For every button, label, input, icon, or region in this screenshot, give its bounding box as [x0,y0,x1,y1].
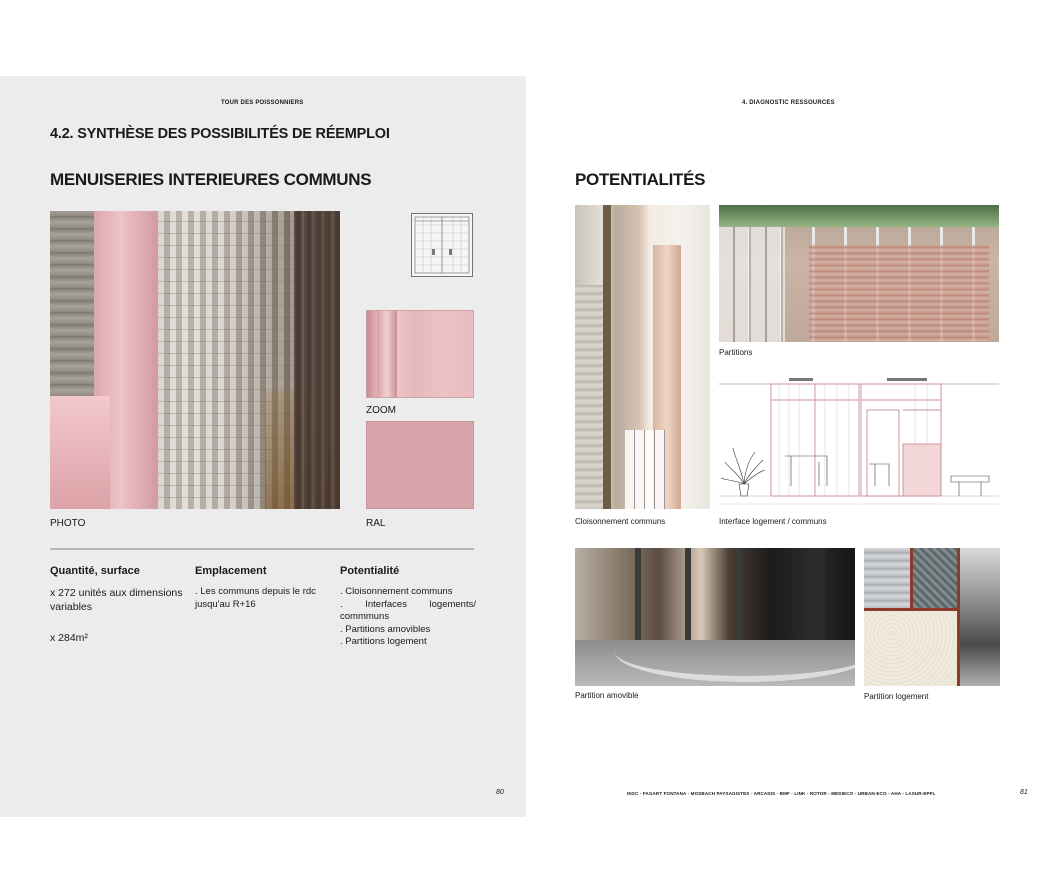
right-page [526,76,1049,817]
pink-frame [50,211,158,509]
cloisonnement-caption: Cloisonnement communs [575,517,666,526]
partition-amovible-photo [575,548,855,686]
partitions-photo [719,205,999,342]
page-number-left: 80 [496,789,504,796]
partition-logement-photo [864,548,1000,686]
zoom-caption: ZOOM [366,405,396,416]
page-number-right: 81 [1020,789,1028,796]
amovible-caption: Partition amovible [575,691,639,700]
quantity-units: x 272 unités aux dimensions variables [50,587,183,613]
cloisonnement-photo [575,205,710,509]
partitions-caption: Partitions [719,348,753,357]
potential-list [340,586,476,649]
location-text: . Les communs depuis le rdc jusqu'au R+16 [195,586,316,610]
door-elevation-drawing [411,213,473,277]
page-heading-left: MENUISERIES INTERIEURES COMMUNS [50,170,372,189]
ral-caption: RAL [366,518,386,529]
running-head-right: 4. DIAGNOSTIC RESSOURCES [742,100,835,106]
photo-caption: PHOTO [50,518,86,529]
footer-credits: INSC - FAGART FONTANA - MOSBACH PAYSAGISTES - ARCADIS - BMF - LINK - ROTOR - MEDIECO - URBAN-ECO - AHA - LASUR-EPFL [627,791,936,796]
zoom-photo [366,310,474,398]
page-heading-right: POTENTIALITÉS [575,170,706,189]
interface-section-drawing [719,376,999,509]
section-divider [50,548,474,550]
location-heading: Emplacement [195,565,267,577]
potential-item: . Partitions amovibles [340,623,431,635]
reeded-glass-photo [50,211,340,509]
running-head-left: TOUR DES POISSONNIERS [221,100,304,106]
interface-caption: Interface logement / communs [719,517,827,526]
potential-item: . Interfaces logements/ commmuns [340,598,476,622]
potential-heading: Potentialité [340,565,400,577]
potential-item: . Partitions logement [340,636,427,647]
quantity-heading: Quantité, surface [50,565,140,577]
left-page [0,76,526,817]
quantity-surface: x 284m² [50,632,88,644]
potential-item: . Cloisonnement communs [340,586,453,597]
section-title: 4.2. SYNTHÈSE DES POSSIBILITÉS DE RÉEMPLOI [50,126,390,142]
logement-caption: Partition logement [864,692,929,701]
ral-swatch [366,421,474,509]
